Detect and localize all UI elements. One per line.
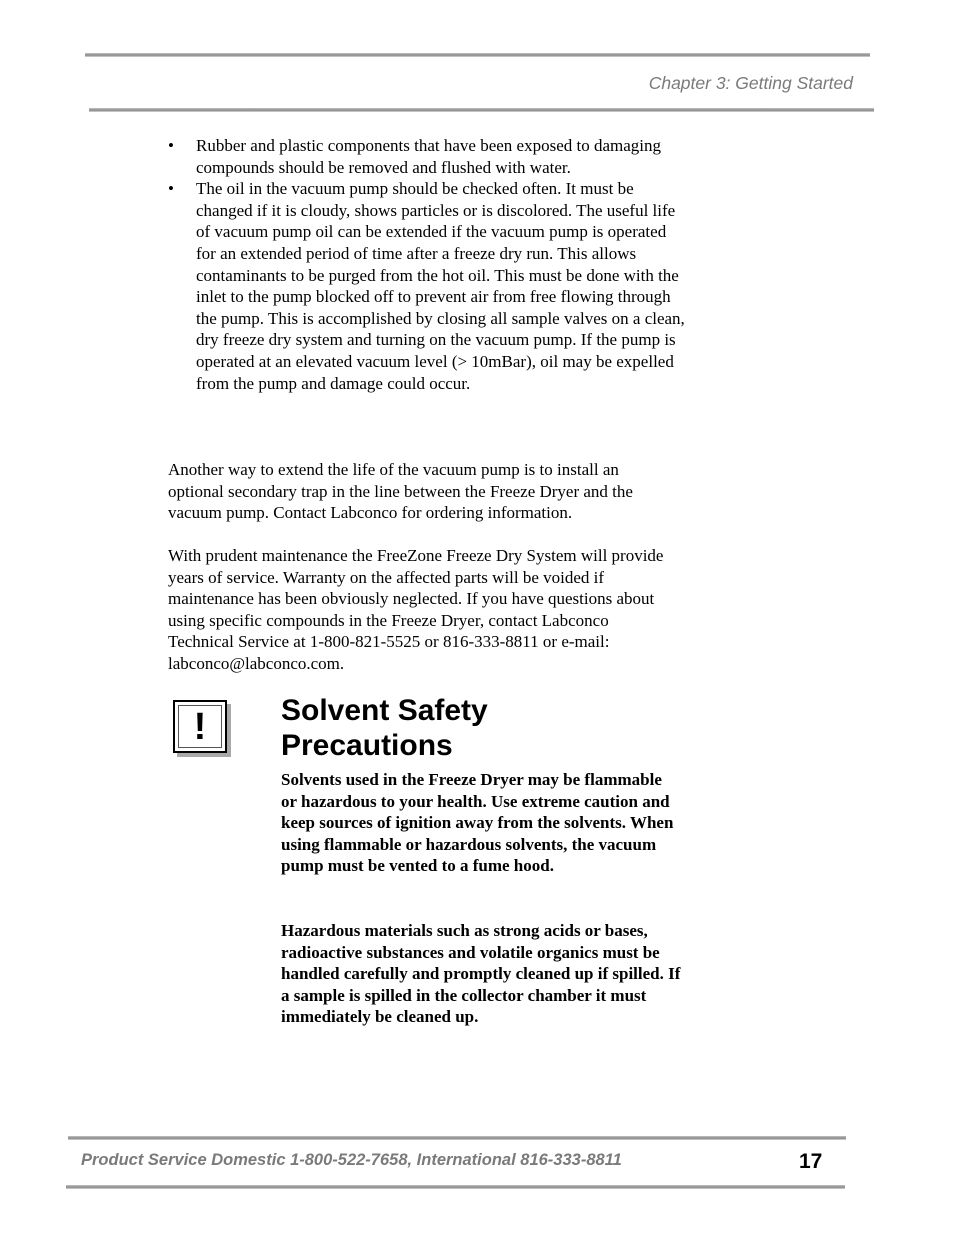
exclamation-mark: ! [193, 705, 207, 748]
warning-icon [173, 700, 227, 753]
body-paragraph: Another way to extend the life of the vacuum pump is to install an optional secondary trap in the line between the Freeze Dryer and the vacuum pump. Contact Labconco for ordering information. [168, 460, 633, 523]
maintenance-bullet-list [168, 135, 688, 394]
footer-rule-top [68, 1136, 846, 1140]
bullet-item: • Rubber and plastic components that have been exposed to damaging compounds should be removed and flushed with water. [168, 135, 688, 178]
page-number: 17 [799, 1150, 823, 1173]
product-service-line: Product Service Domestic 1-800-522-7658, International 816-333-8811 [81, 1151, 622, 1169]
section-title: Solvent Safety Precautions [281, 694, 488, 762]
chapter-heading: Chapter 3: Getting Started [648, 73, 853, 93]
warning-paragraph: Hazardous materials such as strong acids or bases, radioactive substances and volatile organics must be handled carefully and promptly cleaned up if spilled. If a sample is spilled in the collector chamber it must immediately be cleaned up. [281, 921, 681, 1027]
warning-paragraph: Solvents used in the Freeze Dryer may be flammable or hazardous to your health. Use extreme caution and keep sources of ignition away from the solvents. When using flammable or hazardous solvents, the vacuum pump must be vented to a fume hood. [281, 770, 674, 876]
body-paragraph: With prudent maintenance the FreeZone Freeze Dry System will provide years of service. Warranty on the affected parts will be voided if maintenance has been obviously neglected. If you have questions about using specific compounds in the Freeze Dryer, contact Labconco Technical Service at 1-800-821-5525 or 816-333-8811 or e-mail: labconco@labconco.com. [168, 546, 664, 673]
bullet-item: • The oil in the vacuum pump should be checked often. It must be changed if it is cloudy, shows particles or is discolored. The useful life of vacuum pump oil can be extended if the vacuum pump is operated for an extended period of time after a freeze dry run. This allows contaminants to be purged from the hot oil. This must be done with the inlet to the pump blocked off to prevent air from free flowing through the pump. This is accomplished by closing all sample valves on a clean, dry freeze dry system and turning on the vacuum pump. If the pump is operated at an elevated vacuum level (> 10mBar), oil may be expelled from the pump and damage could occur. [168, 178, 688, 394]
header-rule-top [85, 53, 870, 57]
footer-rule-bottom [66, 1185, 845, 1189]
header-rule-bottom [89, 108, 874, 112]
